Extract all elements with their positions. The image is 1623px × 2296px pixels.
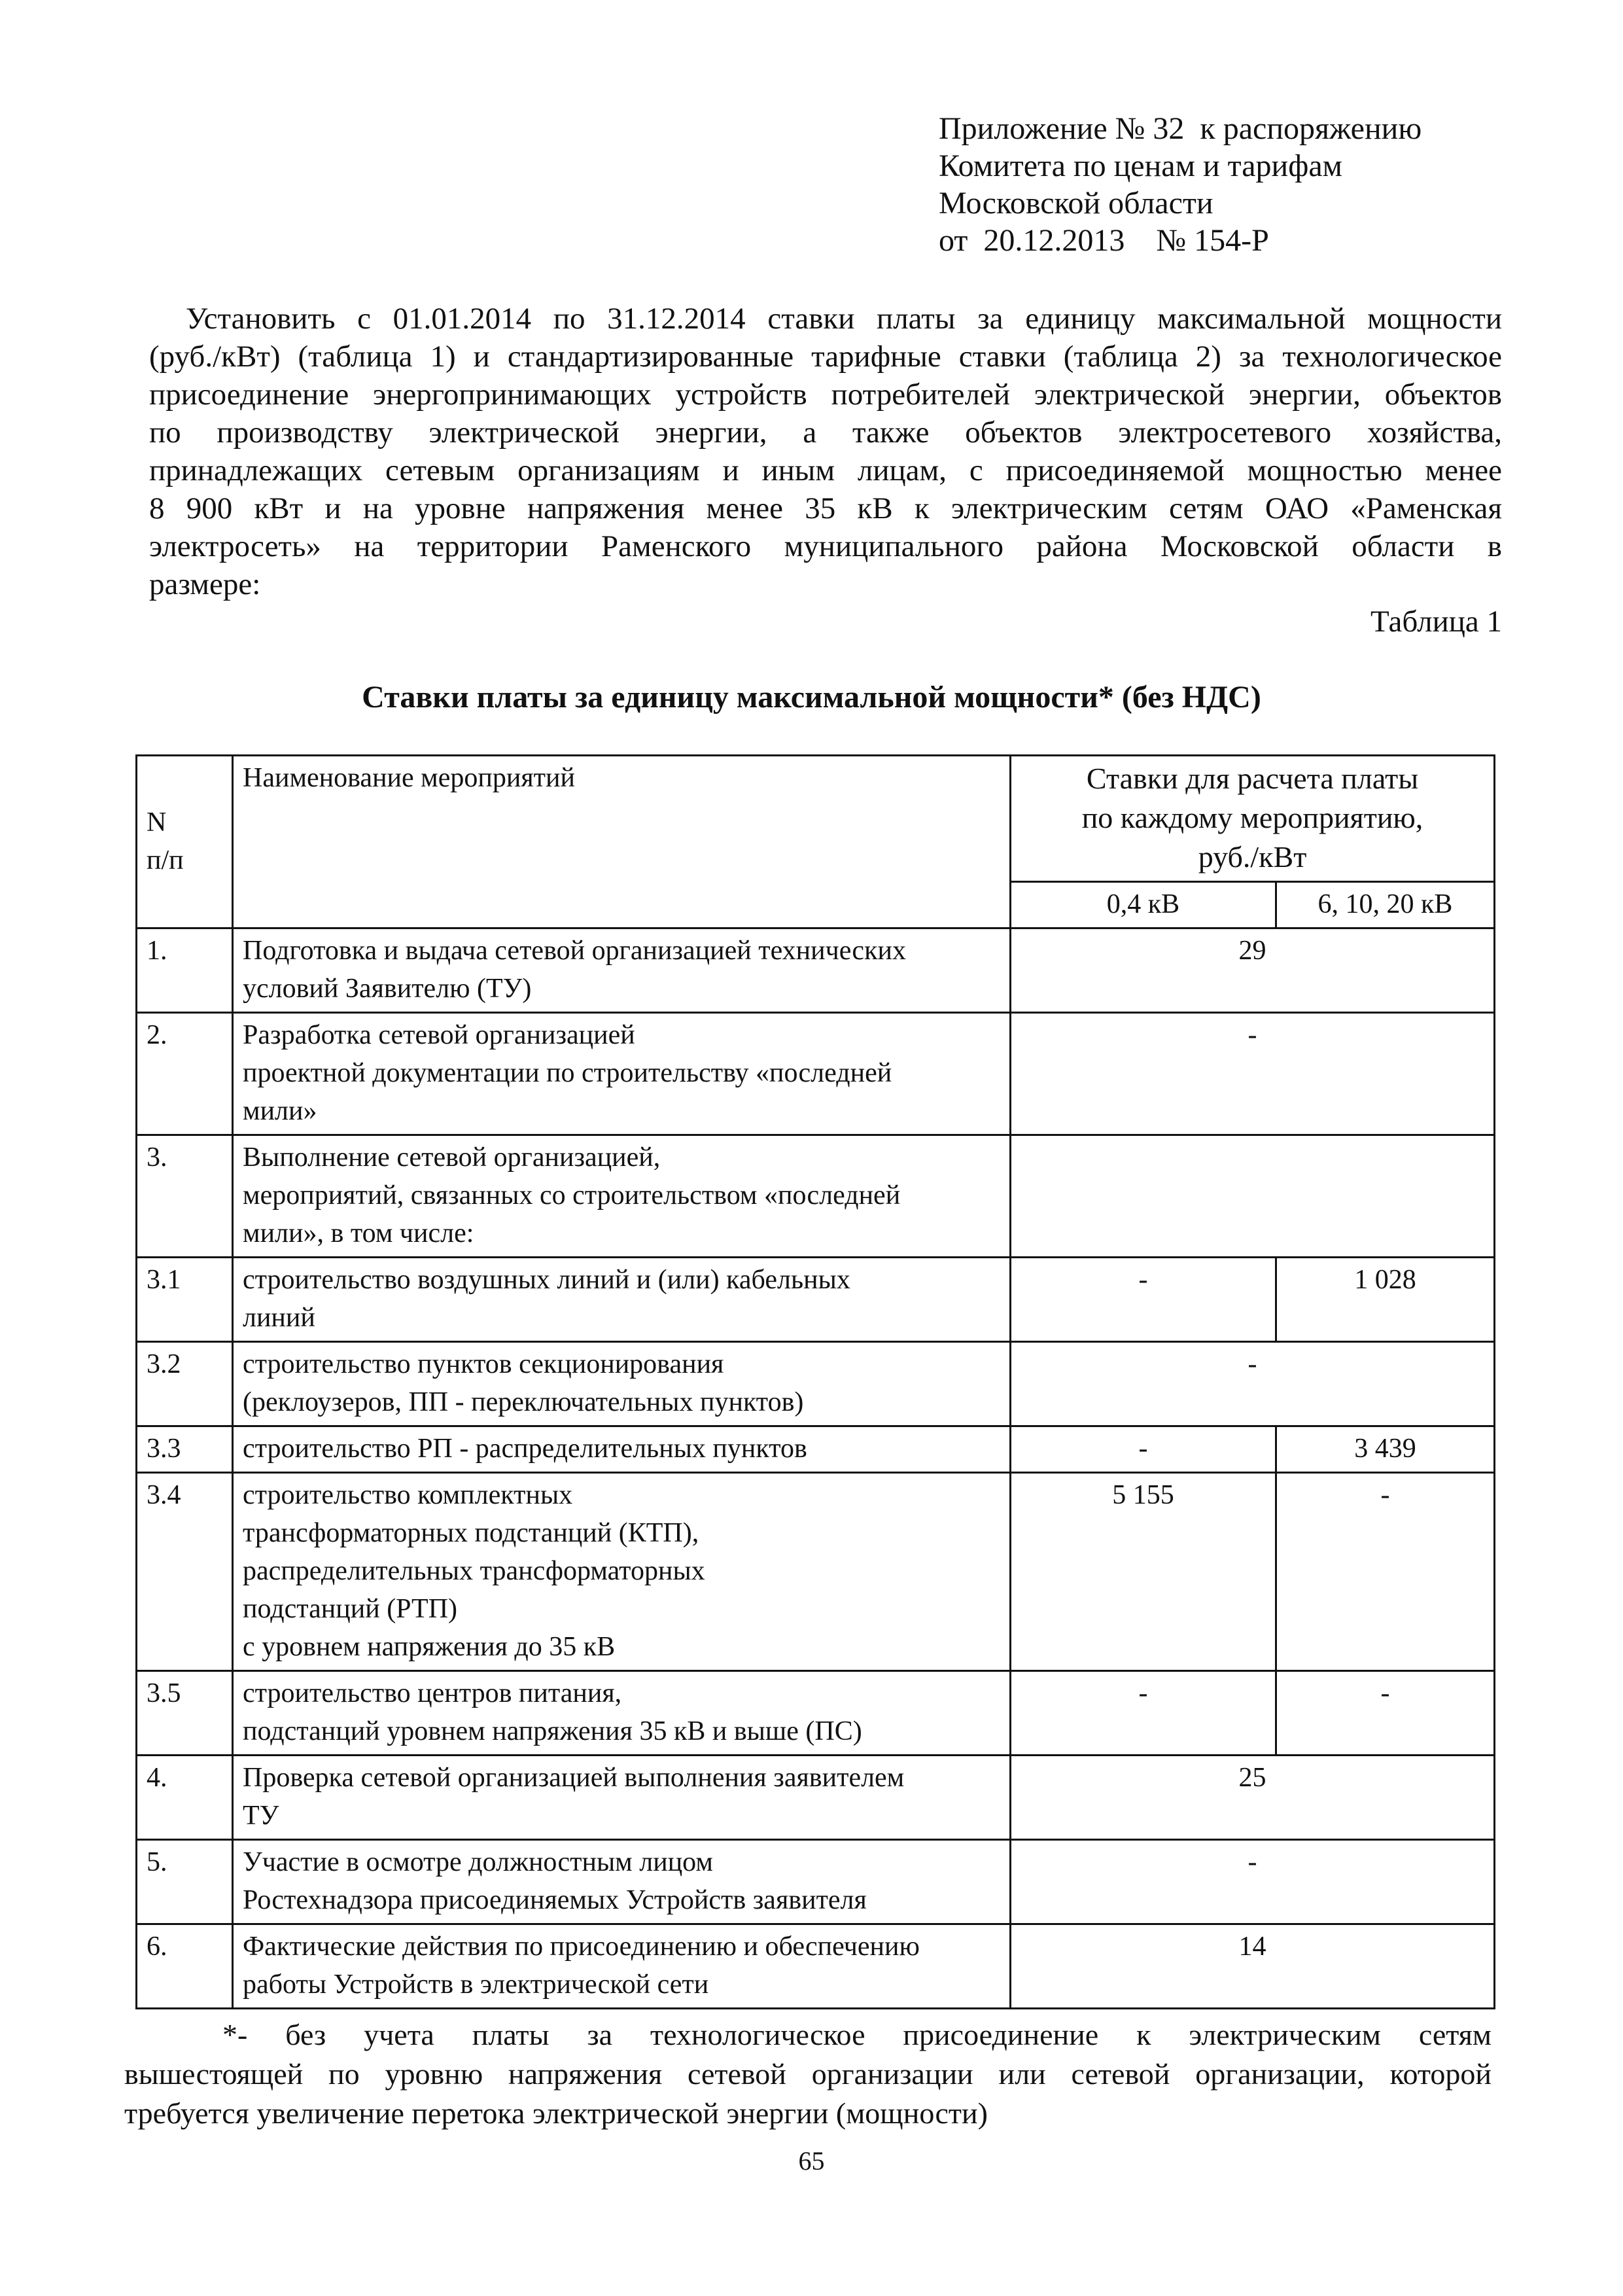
table-row <box>137 1756 1495 1840</box>
row-number: 1. <box>137 928 233 1013</box>
row-rate: - <box>1011 1840 1495 1924</box>
intro-line: присоединение энергопринимающих устройств потребителей электрической энергии, объектов <box>149 378 1502 412</box>
row-activity: строительство центров питания, подстанций уровнем напряжения 35 кВ и выше (ПС) <box>233 1671 1011 1756</box>
row-rate-high: - <box>1276 1473 1495 1671</box>
row-activity: Проверка сетевой организацией выполнения заявителем ТУ <box>233 1756 1011 1840</box>
row-number: 3.2 <box>137 1342 233 1426</box>
header-voltage-low: 0,4 кВ <box>1011 882 1276 928</box>
row-rate: - <box>1011 1342 1495 1426</box>
row-rate-low: 5 155 <box>1011 1473 1276 1671</box>
table-header-row <box>137 756 1495 882</box>
row-number: 3.3 <box>137 1426 233 1473</box>
header-voltage-high: 6, 10, 20 кВ <box>1276 882 1495 928</box>
appendix-line: Комитета по ценам и тарифам <box>939 149 1342 183</box>
row-activity: строительство комплектных трансформаторных подстанций (КТП), распределительных трансформаторных подстанций (РТП) с уровнем напряжения до 35 кВ <box>233 1473 1011 1671</box>
row-rate: 25 <box>1011 1756 1495 1840</box>
appendix-header <box>939 110 1527 259</box>
intro-line: 8 900 кВт и на уровне напряжения менее 35 кВ к электрическим сетям ОАО «Раменская <box>149 491 1502 525</box>
table-row <box>137 1671 1495 1756</box>
intro-line: размере: <box>149 567 261 601</box>
row-activity: Фактические действия по присоединению и обеспечению работы Устройств в электрической сети <box>233 1924 1011 2009</box>
row-rate-high: - <box>1276 1671 1495 1756</box>
footnote-line: *- без учета платы за технологическое присоединение к электрическим сетям <box>222 2018 1492 2051</box>
row-rate-low: - <box>1011 1671 1276 1756</box>
table-row <box>137 1924 1495 2009</box>
row-number: 5. <box>137 1840 233 1924</box>
header-number: N п/п <box>137 756 233 928</box>
row-rate <box>1011 1135 1495 1258</box>
table-row <box>137 928 1495 1013</box>
row-activity: строительство пунктов секционирования (реклоузеров, ПП - переключательных пунктов) <box>233 1342 1011 1426</box>
row-activity: Участие в осмотре должностным лицом Ростехнадзора присоединяемых Устройств заявителя <box>233 1840 1011 1924</box>
header-name: Наименование мероприятий <box>233 756 1011 928</box>
row-rate-low: - <box>1011 1426 1276 1473</box>
table-row <box>137 1342 1495 1426</box>
page-number: 65 <box>798 2146 825 2176</box>
intro-line: принадлежащих сетевым организациям и иным лицам, с присоединяемой мощностью менее <box>149 453 1502 487</box>
table-row <box>137 1013 1495 1135</box>
row-activity: Подготовка и выдача сетевой организацией технических условий Заявителю (ТУ) <box>233 928 1011 1013</box>
row-activity: строительство РП - распределительных пунктов <box>233 1426 1011 1473</box>
row-activity: Разработка сетевой организацией проектной документации по строительству «последней мили» <box>233 1013 1011 1135</box>
appendix-line: Приложение № 32 к распоряжению <box>939 111 1422 146</box>
row-number: 4. <box>137 1756 233 1840</box>
header-rate: Ставки для расчета платы по каждому мероприятию, руб./кВт <box>1011 756 1495 882</box>
row-number: 3.5 <box>137 1671 233 1756</box>
table-row <box>137 1426 1495 1473</box>
intro-line: Установить с 01.01.2014 по 31.12.2014 ставки платы за единицу максимальной мощности <box>186 302 1502 336</box>
appendix-line: Московской области <box>939 186 1213 221</box>
intro-line: электросеть» на территории Раменского муниципального района Московской области в <box>149 529 1502 563</box>
row-number: 3.1 <box>137 1258 233 1342</box>
intro-line: (руб./кВт) (таблица 1) и стандартизированные тарифные ставки (таблица 2) за технологическое <box>149 340 1502 374</box>
table-row <box>137 1473 1495 1671</box>
row-rate-low: - <box>1011 1258 1276 1342</box>
row-rate-high: 3 439 <box>1276 1426 1495 1473</box>
row-number: 3.4 <box>137 1473 233 1671</box>
row-number: 3. <box>137 1135 233 1258</box>
table-row <box>137 1135 1495 1258</box>
footnote-line: вышестоящей по уровню напряжения сетевой организации или сетевой организации, которой <box>124 2057 1492 2091</box>
row-number: 6. <box>137 1924 233 2009</box>
row-activity: Выполнение сетевой организацией, мероприятий, связанных со строительством «последней мили», в том числе: <box>233 1135 1011 1258</box>
intro-line: по производству электрической энергии, а также объектов электросетевого хозяйства, <box>149 415 1502 450</box>
row-rate: 29 <box>1011 928 1495 1013</box>
row-rate: - <box>1011 1013 1495 1135</box>
row-activity: строительство воздушных линий и (или) кабельных линий <box>233 1258 1011 1342</box>
appendix-line: от 20.12.2013 № 154-Р <box>939 223 1269 258</box>
table-row <box>137 1258 1495 1342</box>
row-rate-high: 1 028 <box>1276 1258 1495 1342</box>
footnote <box>124 2015 1492 2133</box>
row-number: 2. <box>137 1013 233 1135</box>
footnote-line: требуется увеличение перетока электрической энергии (мощности) <box>124 2096 988 2130</box>
rates-table <box>135 754 1495 2009</box>
table-title: Ставки платы за единицу максимальной мощности* (без НДС) <box>362 680 1261 715</box>
intro-paragraph <box>149 300 1502 603</box>
table-row <box>137 1840 1495 1924</box>
row-rate: 14 <box>1011 1924 1495 2009</box>
table-label: Таблица 1 <box>1370 605 1502 639</box>
